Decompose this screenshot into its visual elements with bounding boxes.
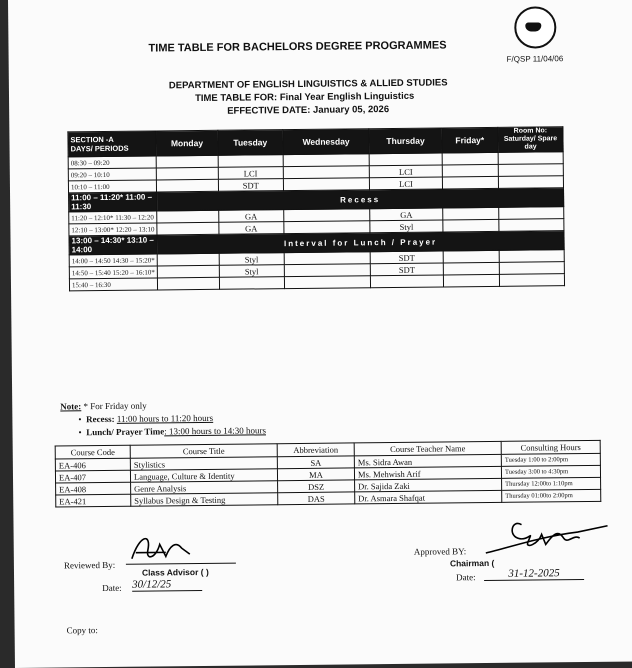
teacher-name-header: Course Teacher Name (354, 441, 501, 456)
course-table (55, 440, 602, 508)
timetable-cell (370, 153, 442, 166)
timetable-cell (442, 176, 499, 189)
saturday-header-cell (498, 127, 563, 153)
note-recess-line: • Recess: 11:00 hours to 11:20 hours (78, 412, 214, 425)
timetable-cell (218, 155, 283, 168)
timetable-cell (284, 276, 371, 289)
day-header-friday: Friday* (441, 127, 498, 153)
timetable-cell: Styl (219, 253, 284, 266)
consulting-hours: Tuesday 3:00 to 4:30pm (501, 465, 600, 478)
form-reference: F/QSP 11/04/06 (506, 54, 564, 64)
document-page (8, 0, 632, 668)
consulting-hours-header: Consulting Hours (501, 440, 600, 454)
timetable-cell (284, 252, 371, 265)
course-teacher: Ms. Mehwish Arif (354, 466, 501, 480)
timetable-cell: SDT (371, 251, 443, 264)
timetable-cell (284, 264, 371, 277)
timetable-cell (498, 152, 563, 165)
recess-times: 11:00 – 11:20* 11:00 – 11:30 (69, 192, 157, 212)
timetable-grid (67, 126, 565, 291)
timetable-cell: Styl (370, 220, 442, 233)
consulting-hours: Thursday 01:00to 2:00pm (502, 489, 601, 502)
course-rows (55, 453, 600, 507)
course-code: EA-407 (55, 470, 130, 483)
timetable-cell (499, 262, 564, 275)
note-lunch-text: : 13:00 hours to 14:30 hours (164, 425, 267, 437)
timetable-cell (157, 277, 219, 290)
abbreviation-header: Abbreviation (277, 443, 354, 457)
section-header-cell (68, 131, 156, 157)
timetable-for: TIME TABLE FOR: Final Year English Linguistics (194, 90, 415, 105)
timetable-cell: GA (219, 210, 284, 223)
timetable-cell: LCI (370, 165, 442, 178)
course-title-header: Course Title (130, 444, 277, 459)
course-code: EA-406 (55, 458, 130, 471)
timetable-cell: LCI (218, 167, 283, 180)
advisor-date-value: 30/12/25 (132, 578, 202, 592)
timetable-cell (156, 155, 218, 168)
timetable-cell: GA (219, 222, 284, 235)
timetable-cell (371, 275, 443, 288)
chairman-date-value: 31-12-2025 (484, 567, 584, 581)
timetable-cell (499, 250, 564, 263)
course-abbreviation: DAS (278, 492, 355, 505)
note-section (60, 401, 147, 412)
course-code: EA-408 (56, 482, 131, 495)
course-code: EA-421 (56, 494, 131, 507)
recess-label: Recess (157, 188, 564, 211)
timetable-cell (442, 207, 499, 220)
period-time: 10:10 – 11:00 (68, 180, 156, 193)
timetable-cell: GA (370, 208, 442, 221)
timetable-cell (443, 262, 500, 275)
day-header-tuesday: Tuesday (218, 130, 283, 156)
timetable-cell (283, 178, 370, 191)
timetable-cell (442, 152, 499, 165)
reviewed-by-label: Reviewed By: (63, 559, 116, 571)
course-abbreviation: DSZ (278, 480, 355, 493)
course-teacher: Dr. Asmara Shafqat (355, 490, 502, 504)
class-advisor-label: Class Advisor ( ) (141, 566, 209, 578)
timetable-cell (498, 176, 563, 189)
room-no-label: Room No: (513, 127, 548, 135)
day-header-thursday: Thursday (369, 128, 441, 154)
course-abbreviation: MA (277, 468, 354, 481)
timetable-cell (499, 274, 564, 287)
timetable-cell (283, 209, 370, 222)
effective-date: EFFECTIVE DATE: January 05, 2026 (227, 104, 390, 117)
course-code-header: Course Code (55, 445, 130, 459)
note-lunch-label: Lunch/ Prayer Time (86, 426, 165, 438)
timetable-cell (498, 164, 563, 177)
university-logo (514, 6, 556, 48)
department-name: DEPARTMENT OF ENGLISH LINGUISTICS & ALLIED STUDIES (168, 77, 448, 92)
period-time: 08:30 – 09:20 (68, 156, 156, 169)
period-time: 15:40 – 16:30 (69, 278, 157, 291)
timetable-cell (443, 274, 500, 287)
day-header-wednesday: Wednesday (283, 129, 370, 155)
timetable-cell: SDT (371, 263, 443, 276)
course-teacher: Dr. Sajida Zaki (355, 478, 502, 492)
course-title: Syllabus Design & Testing (131, 493, 278, 507)
note-recess-text: 11:00 hours to 11:20 hours (116, 412, 214, 424)
timetable-cell (156, 179, 218, 192)
timetable-cell (499, 207, 564, 220)
note-recess-label: Recess: (85, 413, 115, 425)
timetable-cell: Styl (219, 265, 284, 278)
copy-to-label: Copy to: (66, 625, 98, 636)
period-time: 14:00 – 14:50 14:30 – 15:20* (69, 254, 157, 267)
timetable-cell (284, 221, 371, 234)
timetable-cell (443, 250, 500, 263)
day-header-saturday: Saturday/ Spare day (503, 135, 558, 151)
timetable-cell: LCI (370, 177, 442, 190)
consulting-hours: Tuesday 1:00 to 2:00pm (501, 453, 600, 466)
timetable-cell (283, 166, 370, 179)
timetable-cell (157, 210, 219, 223)
chairman-date-label: Date: (456, 572, 476, 583)
course-abbreviation: SA (277, 456, 354, 469)
course-title: Genre Analysis (131, 481, 278, 495)
timetable-cell (157, 253, 219, 266)
timetable-cell (156, 167, 218, 180)
advisor-date-label: Date: (102, 582, 122, 594)
timetable-cell (219, 277, 284, 290)
timetable-cell (157, 265, 219, 278)
approved-by-label: Approved BY: (413, 546, 467, 557)
note-label: Note: (60, 401, 82, 412)
lunch-times: 13:00 – 14:30* 13:10 – 14:00 (69, 235, 157, 255)
note-lunch-line: • Lunch/ Prayer Time: 13:00 hours to 14:30 hours (78, 425, 267, 438)
timetable-cell (157, 222, 219, 235)
section-label: SECTION -A (70, 134, 114, 145)
timetable-cell: SDT (218, 179, 283, 192)
days-periods-label: DAYS/ PERIODS (70, 143, 129, 154)
note-friday-only: * For Friday only (83, 400, 147, 412)
timetable-cell (499, 219, 564, 232)
day-header-monday: Monday (156, 130, 218, 156)
course-teacher: Ms. Sidra Awan (354, 454, 501, 468)
consulting-hours: Thursday 12:00to 1:10pm (502, 477, 601, 490)
course-title: Stylistics (130, 457, 277, 471)
timetable-cell (442, 219, 499, 232)
timetable-block-afternoon (69, 250, 564, 291)
period-time: 14:50 – 15:40 15:20 – 16:10* (69, 266, 157, 279)
main-title: TIME TABLE FOR BACHELORS DEGREE PROGRAMMES (148, 39, 447, 55)
lunch-label: Interval for Lunch / Prayer (157, 231, 564, 254)
course-title: Language, Culture & Identity (130, 469, 277, 483)
period-time: 09:20 – 10:10 (68, 168, 156, 181)
period-time: 12:10 – 13:00* 12:20 – 13:10 (69, 223, 157, 236)
timetable-cell (283, 154, 370, 167)
timetable-cell (442, 164, 499, 177)
chairman-label: Chairman ( (449, 557, 495, 569)
chairman-signature (481, 514, 611, 559)
timetable-block-morning (68, 152, 563, 193)
period-time: 11:20 – 12:10* 11:30 – 12:20 (69, 211, 157, 224)
